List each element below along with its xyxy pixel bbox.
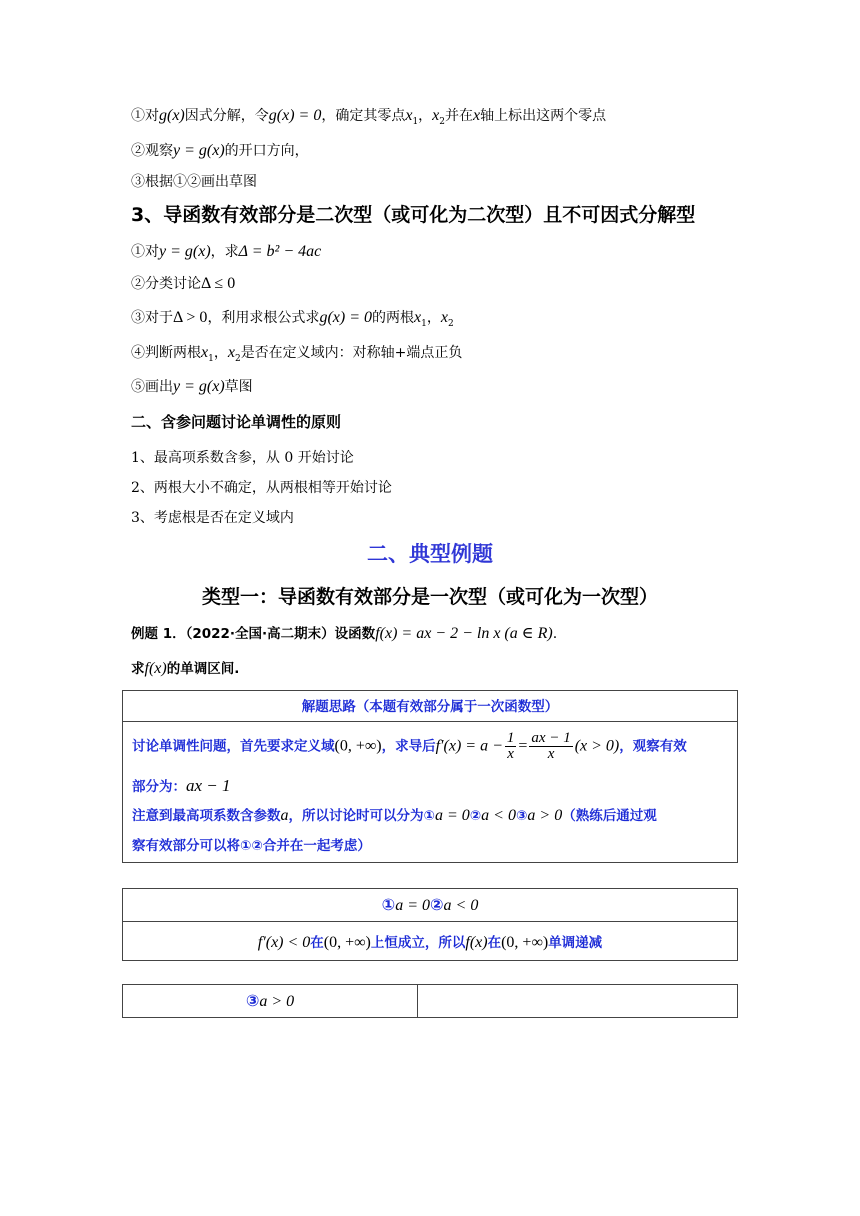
s3-item-1 [131,242,321,262]
text: 的单调区间. [166,661,240,677]
math: (0, +∞) [323,933,371,951]
subscript: 1 [208,353,214,364]
text: ，利用求根公式求 [207,310,320,326]
text: 察有效部分可以将①②合并在一起考虑） [132,838,371,854]
math: f(x) [465,933,488,951]
table-row [123,922,738,961]
table-cell [123,922,738,961]
math: = [518,737,528,755]
solution-title [123,691,737,722]
text: （熟练后通过观 [562,808,657,824]
math: x [227,344,235,361]
subscript: 2 [439,116,446,127]
math: f′(x) = a − [435,737,503,755]
table-cell [418,985,738,1018]
text: ③ [515,808,528,824]
section-3-title: 3、导函数有效部分是二次型（或可化为二次型）且不可因式分解型 [131,204,696,226]
text: ①对 [131,108,159,124]
fraction [505,731,517,762]
s3-item-5 [131,377,253,397]
text: 部分为： [132,779,186,795]
text: 在 [310,934,324,951]
text: ⑤画出 [131,379,173,395]
subscript: 1 [421,318,427,329]
text: 注意到最高项系数含参数 [132,808,281,824]
s3-item-4 [131,343,462,369]
text: 上恒成立，所以 [370,934,466,951]
solution-p2 [132,775,231,796]
math: x [440,309,448,326]
text: ，求导后 [381,738,436,755]
math: x [201,344,209,361]
text: ①对 [131,244,159,260]
step-1-line [131,106,606,132]
math: (0, +∞) [334,737,382,755]
text: . [552,626,558,642]
text: ， [426,310,441,326]
principle-1: 1、最高项系数含参，从 0 开始讨论 [131,450,354,466]
text: ， [418,108,433,124]
math: x [414,309,422,326]
math: (x > 0) [574,737,620,755]
s3-item-3 [131,308,454,334]
principles-title: 二、含参问题讨论单调性的原则 [131,413,342,431]
math: a > 0 [259,993,295,1010]
text: ②分类讨论 [131,276,201,292]
math: Δ = b² − 4ac [238,243,322,260]
table-cell [123,985,418,1018]
text: ②观察 [131,143,173,159]
solution-p4 [132,834,371,854]
text: 在 [487,934,502,951]
math: y = g(x) [159,243,211,260]
math: a [280,807,289,824]
s3-item-2 [131,274,235,294]
principle-3: 3、考虑根是否在定义域内 [131,510,294,526]
math: Δ ≤ 0 [201,275,236,292]
text: 单调递减 [548,934,603,951]
math: x [432,107,440,124]
math: a > 0 [527,807,563,824]
text: ，所以讨论时可以分为① [288,808,435,824]
subscript: 1 [412,116,419,127]
math: (0, +∞) [501,933,549,951]
math: y = g(x) [173,142,225,159]
math: g(x) = 0 [268,107,322,124]
math: a < 0 [443,897,479,914]
text: ③ [245,991,260,1010]
example-label: 例题 1．（2022·全国·高二期末）设函数 [131,626,376,642]
text: 是否在定义域内：对称轴+端点正负 [240,345,463,361]
math: f′(x) < 0 [257,933,311,951]
math: x [405,107,413,124]
text: ② [469,808,482,824]
solution-p1 [132,731,687,762]
text: ③对于 [131,310,173,326]
math: f(x) = ax − 2 − ln x (a ∈ R) [375,625,553,642]
text: ，确定其零点 [321,108,406,124]
case-table-2 [122,984,738,1018]
denominator: x [547,746,555,762]
text: ② [430,895,444,914]
subscript: 2 [447,318,454,329]
text: 草图 [224,379,253,395]
case-table-1 [122,888,738,961]
table-row [123,889,738,922]
solution-p3 [132,804,657,825]
example-line [131,624,557,644]
math: y = g(x) [173,378,225,395]
type-title: 类型一：导函数有效部分是一次型（或可化为一次型） [201,586,658,608]
text: ， [213,345,228,361]
denominator: x [507,746,514,762]
math: g(x) = 0 [319,309,372,326]
math: f(x) [144,660,167,677]
math: a = 0 [434,807,470,824]
text: ④判断两根 [131,345,201,361]
table-row [123,985,738,1018]
text: 轴上标出这两个零点 [480,108,607,124]
part-title: 二、典型例题 [367,542,493,566]
solution-box [122,690,738,863]
text: 的两根 [372,310,414,326]
math: x [473,107,481,124]
fraction [529,731,572,762]
text: ，观察有效 [619,738,687,755]
math: ax − 1 [186,776,231,795]
text: 并在 [445,108,474,124]
text: 解题思路（本题有效部分属于一次函数型） [301,699,559,715]
text: 讨论单调性问题，首先要求定义域 [132,738,335,755]
subscript: 2 [234,353,241,364]
text: 的开口方向， [224,143,309,159]
example-question [131,659,239,679]
step-2-line [131,141,309,161]
table-cell [123,889,738,922]
numerator: 1 [506,730,515,746]
math: a = 0 [395,897,430,914]
math: a < 0 [481,807,516,824]
text: 求 [131,661,145,677]
step-3-line: ③根据①②画出草图 [131,174,257,190]
math: g(x) [159,107,185,124]
principle-2: 2、两根大小不确定，从两根相等开始讨论 [131,480,392,496]
text: ，求 [210,244,239,260]
math: Δ > 0 [173,309,208,326]
numerator: ax − 1 [531,730,571,746]
text: ① [381,895,396,914]
text: 因式分解，令 [184,108,269,124]
